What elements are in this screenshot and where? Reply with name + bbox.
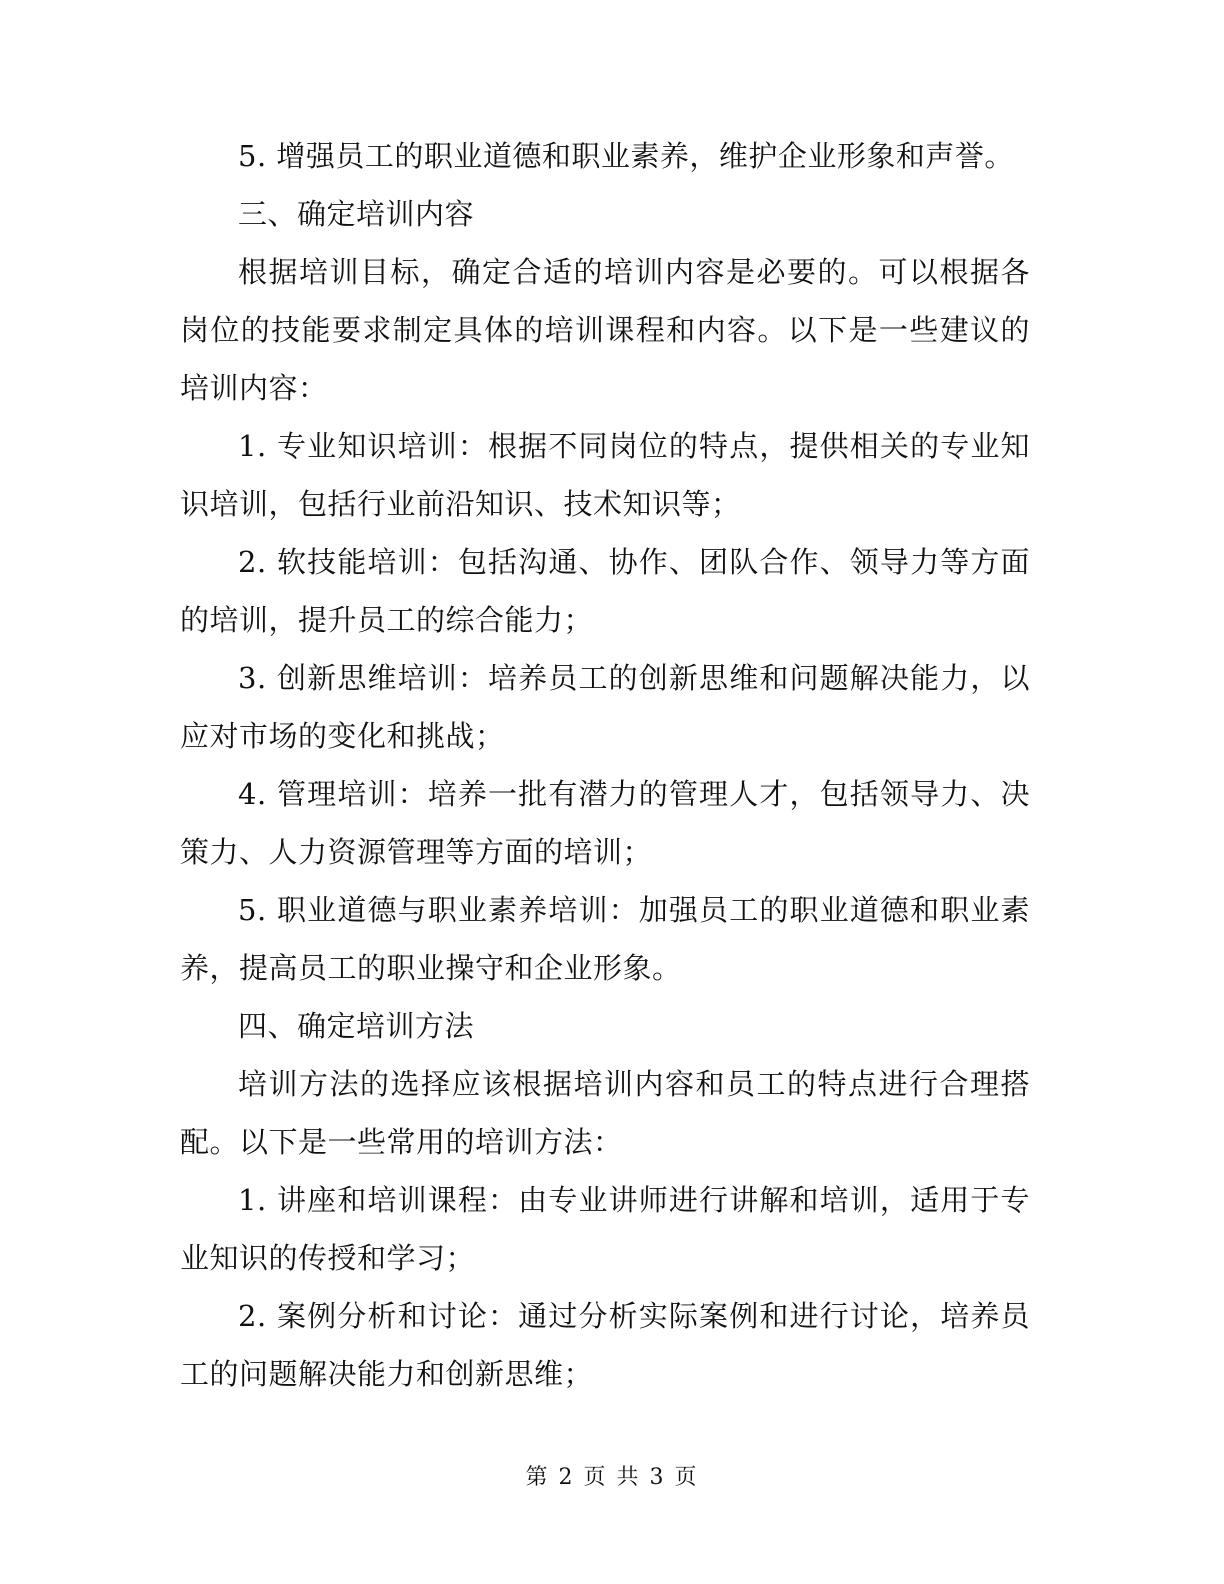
paragraph-training-methods-intro: 培训方法的选择应该根据培训内容和员工的特点进行合理搭配。以下是一些常用的培训方法： [180,1067,1030,1159]
list-item-case-analysis: 2. 案例分析和讨论：通过分析实际案例和进行讨论，培养员工的问题解决能力和创新思维； [180,1299,1030,1391]
section-heading-training-methods: 四、确定培训方法 [238,1009,475,1043]
list-item-soft-skills: 2. 软技能培训：包括沟通、协作、团队合作、领导力等方面的培训，提升员工的综合能力； [180,545,1030,637]
list-item-lectures: 1. 讲座和培训课程：由专业讲师进行讲解和培训，适用于专业知识的传授和学习； [180,1183,1030,1275]
list-item-5-ethics: 5. 增强员工的职业道德和职业素养，维护企业形象和声誉。 [238,139,1014,173]
document-body [180,127,1030,1403]
list-item-management: 4. 管理培训：培养一批有潜力的管理人才，包括领导力、决策力、人力资源管理等方面的培训； [180,777,1030,869]
section-heading-training-content: 三、确定培训内容 [238,197,475,231]
paragraph-training-content-intro: 根据培训目标，确定合适的培训内容是必要的。可以根据各岗位的技能要求制定具体的培训课程和内容。以下是一些建议的培训内容： [180,255,1030,405]
page-number-footer: 第 2 页 共 3 页 [525,1465,699,1490]
list-item-innovation: 3. 创新思维培训：培养员工的创新思维和问题解决能力，以应对市场的变化和挑战； [180,661,1030,753]
list-item-professional-knowledge: 1. 专业知识培训：根据不同岗位的特点，提供相关的专业知识培训，包括行业前沿知识、技术知识等； [180,429,1030,521]
list-item-professional-ethics: 5. 职业道德与职业素养培训：加强员工的职业道德和职业素养，提高员工的职业操守和企业形象。 [180,893,1030,985]
